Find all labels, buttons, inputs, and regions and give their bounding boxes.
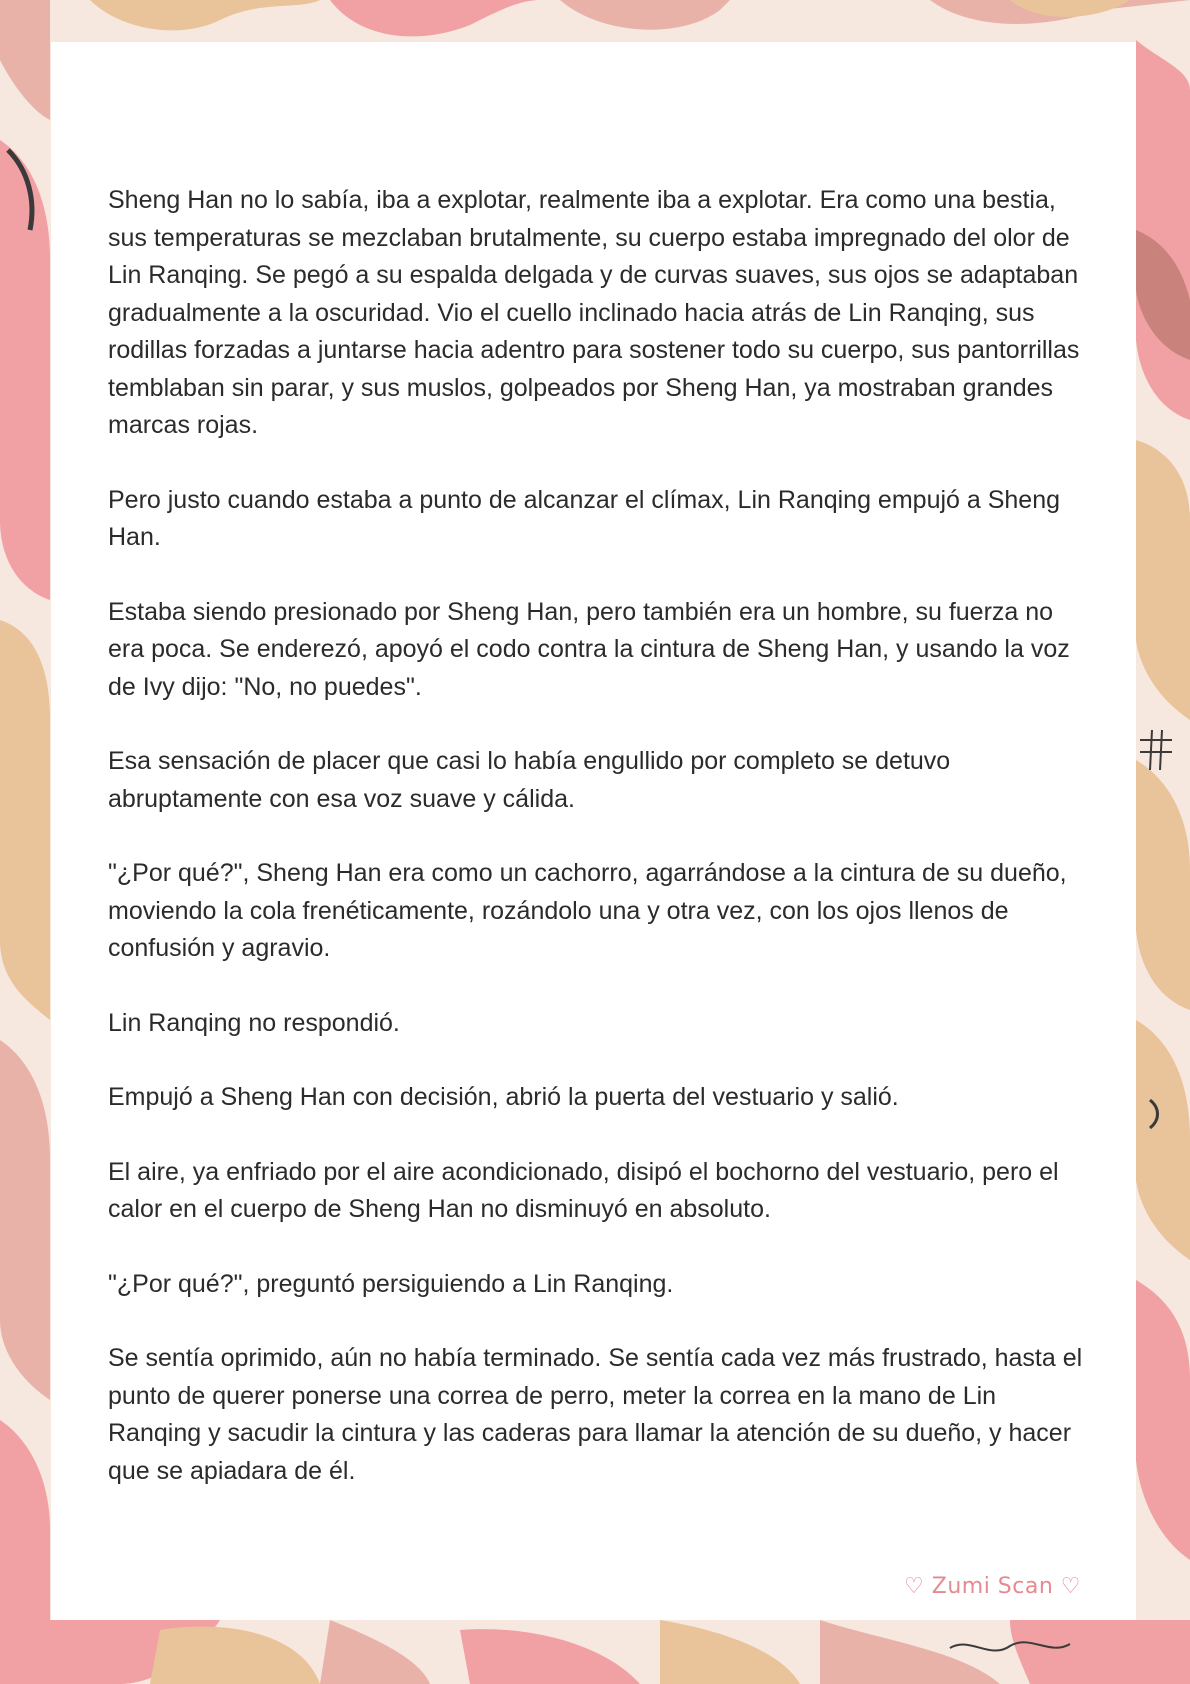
paragraph: Estaba siendo presionado por Sheng Han, pero también era un hombre, su fuerza no era poca. Se enderezó, apoyó el codo contra la cintura de Sheng Han, y usando la voz de Ivy dijo: "No, no puedes". <box>108 597 1070 701</box>
paragraph: Pero justo cuando estaba a punto de alcanzar el clímax, Lin Ranqing empujó a Sheng Han. <box>108 485 1061 551</box>
text-body <box>108 182 1093 1527</box>
paragraph: Se sentía oprimido, aún no había terminado. Se sentía cada vez más frustrado, hasta el punto de querer ponerse una correa de perro, meter la correa en la mano de Lin Ranqing y sacudir la cintura y las caderas para llamar la atención de su dueño, y hacer que se apiadara de él. <box>108 1344 1083 1485</box>
paragraph: "¿Por qué?", preguntó persiguiendo a Lin Ranqing. <box>108 1269 674 1298</box>
paragraph: Sheng Han no lo sabía, iba a explotar, realmente iba a explotar. Era como una bestia, sus temperaturas se mezclaban brutalmente, su cuerpo estaba impregnado del olor de Lin Ranqing. Se pegó a su espalda delgada y de curvas suaves, sus ojos se adaptaban gradualmente a la oscuridad. Vio el cuello inclinado hacia atrás de Lin Ranqing, sus rodillas forzadas a juntarse hacia adentro para sostener todo su cuerpo, sus pantorrillas temblaban sin parar, y sus muslos, golpeados por Sheng Han, ya mostraban grandes marcas rojas. <box>108 186 1080 439</box>
paragraph: Esa sensación de placer que casi lo había engullido por completo se detuvo abruptamente con esa voz suave y cálida. <box>108 747 951 813</box>
paragraph: "¿Por qué?", Sheng Han era como un cachorro, agarrándose a la cintura de su dueño, moviendo la cola frenéticamente, rozándolo una y otra vez, con los ojos llenos de confusión y agravio. <box>108 859 1067 962</box>
watermark: ♡ Zumi Scan ♡ <box>904 1574 1081 1599</box>
paragraph: El aire, ya enfriado por el aire acondicionado, disipó el bochorno del vestuario, pero el calor en el cuerpo de Sheng Han no disminuyó en absoluto. <box>108 1157 1059 1223</box>
paragraph: Lin Ranqing no respondió. <box>108 1008 400 1037</box>
paragraph: Empujó a Sheng Han con decisión, abrió la puerta del vestuario y salió. <box>108 1083 899 1111</box>
